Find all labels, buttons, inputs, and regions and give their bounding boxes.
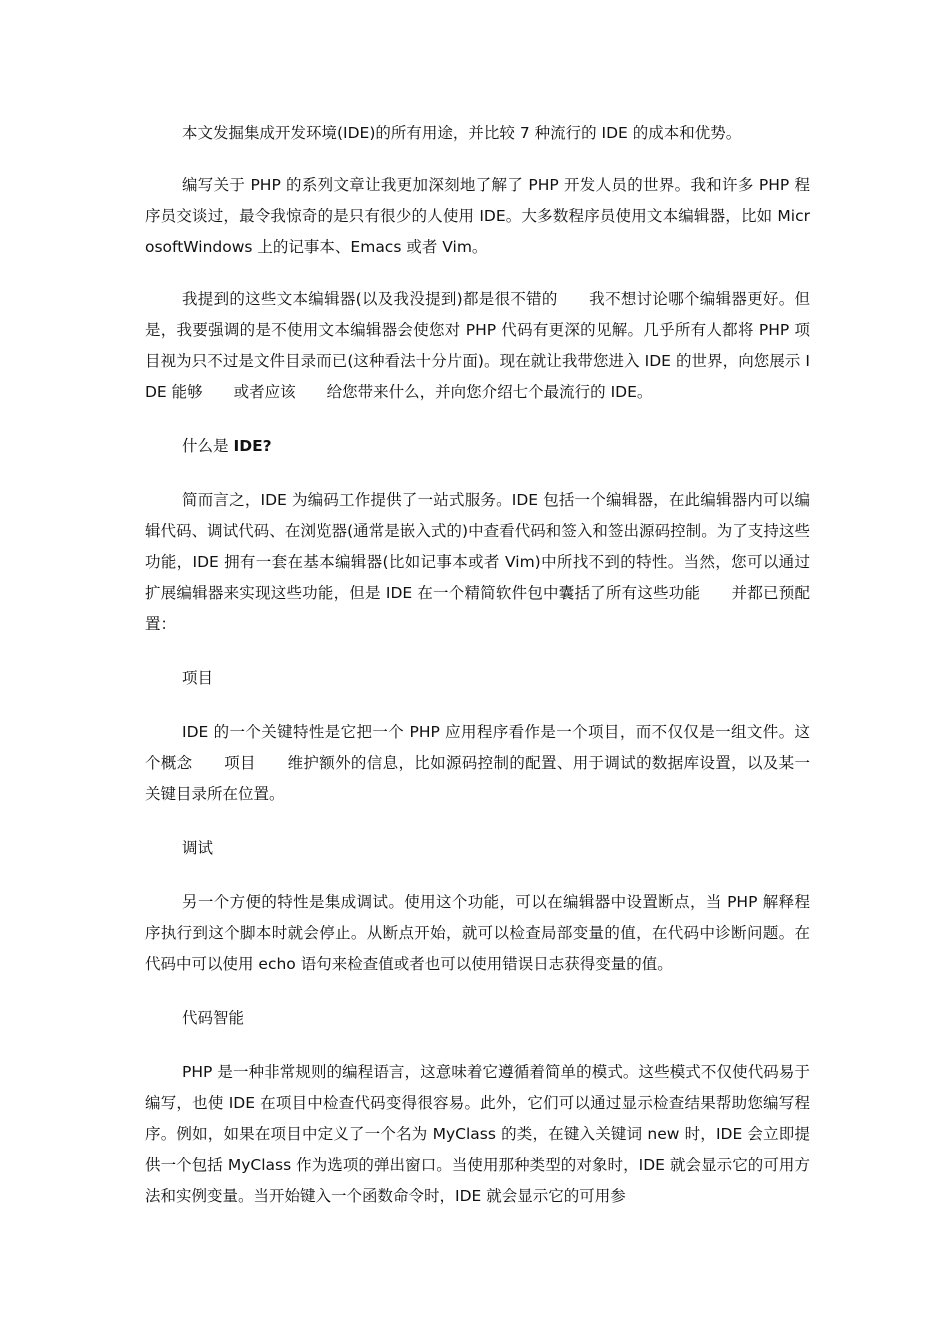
paragraph-project: IDE 的一个关键特性是它把一个 PHP 应用程序看作是一个项目，而不仅仅是一组文件。这个概念 项目 维护额外的信息，比如源码控制的配置、用于调试的数据库设置，以及某一关键目录所在位置。 [145,723,810,803]
paragraph-debug: 另一个方便的特性是集成调试。使用这个功能，可以在编辑器中设置断点，当 PHP 解释程序执行到这个脚本时就会停止。从断点开始，就可以检查局部变量的值，在代码中诊断问题。在代码中可以使用 echo 语句来检查值或者也可以使用错误日志获得变量的值。 [145,893,810,973]
document-body [145,118,810,1212]
heading-debug: 调试 [182,839,214,857]
heading-what-is-ide-prefix: 什么是 [182,437,234,455]
heading-what-is-ide-bold: IDE? [233,437,272,455]
heading-what-is-ide [145,431,810,462]
paragraph-code-intelligence: PHP 是一种非常规则的编程语言，这意味着它遵循着简单的模式。这些模式不仅使代码易于编写，也使 IDE 在项目中检查代码变得很容易。此外，它们可以通过显示检查结果帮助您编写程序。例如，如果在项目中定义了一个名为 MyClass 的类，在键入关键词 new 时，IDE 会立即提供一个包括 MyClass 作为选项的弹出窗口。当使用那种类型的对象时，IDE 就会显示它的可用方法和实例变量。当开始键入一个函数命令时，IDE 就会显示它的可用参 [145,1063,810,1205]
paragraph-text-editors: 我提到的这些文本编辑器(以及我没提到)都是很不错的 我不想讨论哪个编辑器更好。但是，我要强调的是不使用文本编辑器会使您对 PHP 代码有更深的见解。几乎所有人都将 PHP 项目视为只不过是文件目录而已(这种看法十分片面)。现在就让我带您进入 IDE 的世界，向您展示 IDE 能够 或者应该 给您带来什么，并向您介绍七个最流行的 IDE。 [145,290,810,401]
paragraph-ide-summary: 简而言之，IDE 为编码工作提供了一站式服务。IDE 包括一个编辑器，在此编辑器内可以编辑代码、调试代码、在浏览器(通常是嵌入式的)中查看代码和签入和签出源码控制。为了支持这些功能，IDE 拥有一套在基本编辑器(比如记事本或者 Vim)中所找不到的特性。当然，您可以通过扩展编辑器来实现这些功能，但是 IDE 在一个精简软件包中囊括了所有这些功能 并都已预配置： [145,491,810,633]
heading-code-intelligence: 代码智能 [182,1009,245,1027]
intro-paragraph: 本文发掘集成开发环境(IDE)的所有用途，并比较 7 种流行的 IDE 的成本和优势。 [182,124,742,142]
heading-project: 项目 [182,669,214,687]
paragraph-php-writing: 编写关于 PHP 的系列文章让我更加深刻地了解了 PHP 开发人员的世界。我和许多 PHP 程序员交谈过，最令我惊奇的是只有很少的人使用 IDE。大多数程序员使用文本编辑器，比如 MicrosoftWindows 上的记事本、Emacs 或者 Vim。 [145,176,810,256]
